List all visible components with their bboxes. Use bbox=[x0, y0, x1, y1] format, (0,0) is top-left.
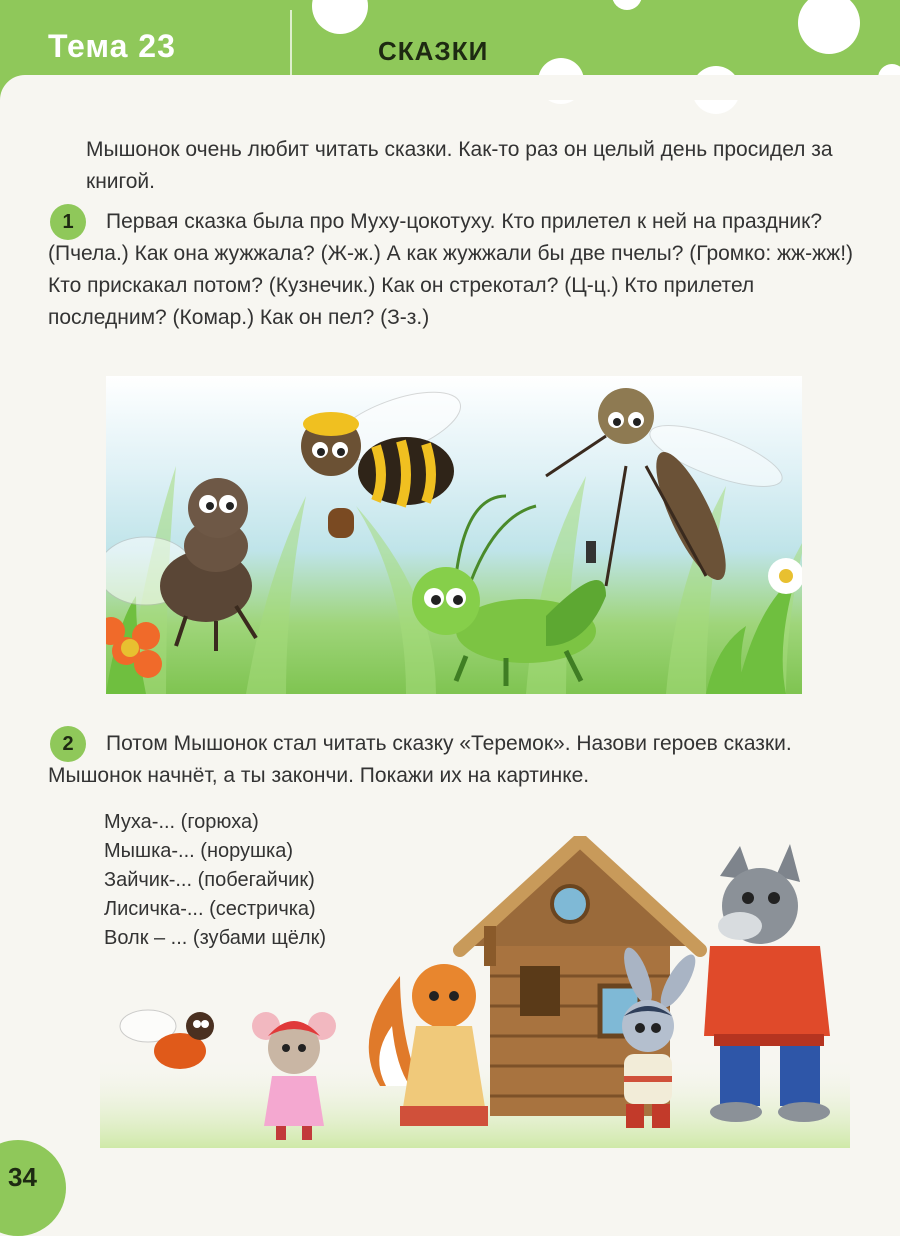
header-divider bbox=[290, 10, 292, 85]
list-item: Волк – ... (зубами щёлк) bbox=[104, 927, 326, 949]
task-number-badge: 2 bbox=[50, 726, 86, 762]
teremok-illustration bbox=[100, 836, 850, 1148]
insects-illustration bbox=[106, 376, 802, 694]
decor-bubble bbox=[612, 0, 642, 10]
list-item: Лисичка-... (сестричка) bbox=[104, 898, 316, 920]
intro-paragraph: Мышонок очень любит читать сказки. Как-то раз он целый день просидел за книгой. bbox=[86, 138, 833, 193]
decor-bubble bbox=[312, 0, 368, 34]
list-item: Мышка-... (норушка) bbox=[104, 840, 294, 862]
page-number: 34 bbox=[8, 1162, 37, 1192]
topic-label: Тема 23 bbox=[48, 28, 176, 64]
task1-text: Первая сказка была про Муху-цокотуху. Кто прилетел к ней на праздник? (Пчела.) Как она жужжала? (Ж-ж.) А как жужжали бы две пчелы? (Громко: жж-жж!) Кто прискакал потом? (Кузнечик.) Как он стрекотал? (Ц-ц.) Кто прилетел последним? (Комар.) Как он пел? (З-з.) bbox=[48, 210, 854, 329]
decor-bubble bbox=[798, 0, 860, 54]
bee-illustration bbox=[301, 378, 469, 538]
header-band bbox=[0, 0, 900, 100]
section-title: СКАЗКИ bbox=[378, 36, 489, 66]
header-notch bbox=[0, 75, 900, 100]
list-item: Зайчик-... (побегайчик) bbox=[104, 869, 315, 891]
task2-text: Потом Мышонок стал читать сказку «Теремок». Назови героев сказки. Мышонок начнёт, а ты закончи. Покажи их на картинке. bbox=[48, 732, 792, 787]
task-number-badge: 1 bbox=[50, 204, 86, 240]
list-item: Муха-... (горюха) bbox=[104, 811, 259, 833]
